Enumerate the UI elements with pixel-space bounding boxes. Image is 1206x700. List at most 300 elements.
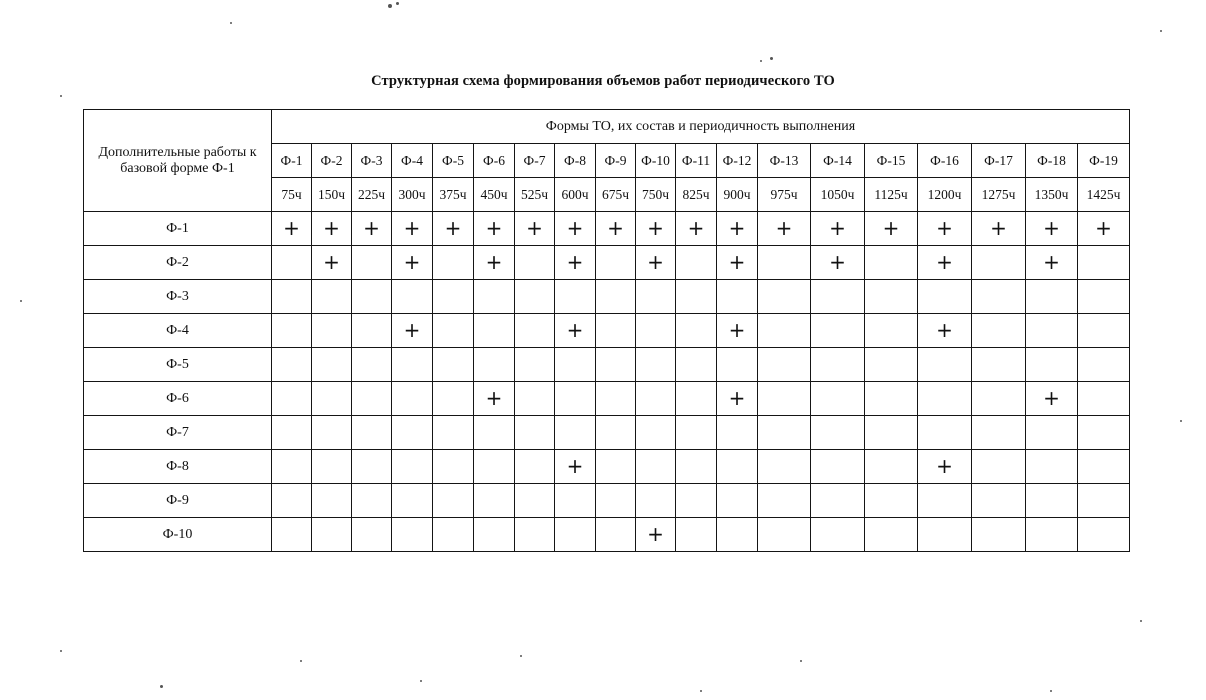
plus-mark-cell xyxy=(918,246,972,280)
plus-mark: + xyxy=(566,249,584,274)
empty-cell xyxy=(636,314,676,348)
row-label: Ф-4 xyxy=(84,314,272,348)
scan-speck xyxy=(60,650,62,652)
empty-cell xyxy=(474,518,515,552)
empty-cell xyxy=(433,518,474,552)
form-column-header: Ф-12 xyxy=(717,144,758,178)
empty-cell xyxy=(865,382,918,416)
empty-cell xyxy=(636,450,676,484)
empty-cell xyxy=(758,246,811,280)
hours-column-header: 150ч xyxy=(312,178,352,212)
empty-cell xyxy=(433,280,474,314)
scan-speck xyxy=(396,2,399,5)
plus-mark-cell xyxy=(555,314,596,348)
empty-cell xyxy=(636,280,676,314)
empty-cell xyxy=(758,314,811,348)
hours-column-header: 375ч xyxy=(433,178,474,212)
plus-mark-cell xyxy=(636,212,676,246)
plus-mark: + xyxy=(647,249,664,274)
table-row xyxy=(84,280,1130,314)
empty-cell xyxy=(972,518,1026,552)
empty-cell xyxy=(555,348,596,382)
empty-cell xyxy=(1078,518,1130,552)
empty-cell xyxy=(392,518,433,552)
empty-cell xyxy=(865,484,918,518)
plus-mark: + xyxy=(485,385,503,410)
empty-cell xyxy=(474,348,515,382)
empty-cell xyxy=(312,450,352,484)
empty-cell xyxy=(392,348,433,382)
plus-mark: + xyxy=(363,215,380,240)
plus-mark: + xyxy=(728,317,746,342)
empty-cell xyxy=(1078,416,1130,450)
empty-cell xyxy=(392,280,433,314)
scan-speck xyxy=(420,680,422,682)
plus-mark-cell xyxy=(636,518,676,552)
plus-mark-cell xyxy=(918,450,972,484)
empty-cell xyxy=(1026,416,1078,450)
empty-cell xyxy=(811,280,865,314)
plus-mark-cell xyxy=(717,246,758,280)
empty-cell xyxy=(972,450,1026,484)
empty-cell xyxy=(596,518,636,552)
hours-column-header: 600ч xyxy=(555,178,596,212)
row-label: Ф-8 xyxy=(84,450,272,484)
empty-cell xyxy=(515,280,555,314)
plus-mark-cell xyxy=(918,314,972,348)
empty-cell xyxy=(392,416,433,450)
empty-cell xyxy=(474,280,515,314)
plus-mark: + xyxy=(829,215,846,240)
table-row xyxy=(84,382,1130,416)
plus-mark: + xyxy=(485,249,503,274)
table-row xyxy=(84,348,1130,382)
empty-cell xyxy=(515,450,555,484)
empty-cell xyxy=(596,484,636,518)
empty-cell xyxy=(272,348,312,382)
empty-cell xyxy=(352,382,392,416)
table-row xyxy=(84,212,1130,246)
plus-mark: + xyxy=(1043,249,1060,274)
plus-mark-cell xyxy=(433,212,474,246)
empty-cell xyxy=(515,382,555,416)
hours-column-header: 300ч xyxy=(392,178,433,212)
form-column-header: Ф-3 xyxy=(352,144,392,178)
scan-speck xyxy=(20,300,22,302)
hours-column-header: 450ч xyxy=(474,178,515,212)
plus-mark: + xyxy=(687,215,705,240)
scan-speck xyxy=(230,22,232,24)
scan-speck xyxy=(1050,690,1052,692)
empty-cell xyxy=(1026,518,1078,552)
empty-cell xyxy=(811,382,865,416)
empty-cell xyxy=(433,246,474,280)
plus-mark-cell xyxy=(717,382,758,416)
empty-cell xyxy=(596,348,636,382)
scan-speck xyxy=(160,685,163,688)
empty-cell xyxy=(811,518,865,552)
empty-cell xyxy=(636,416,676,450)
empty-cell xyxy=(596,314,636,348)
empty-cell xyxy=(918,348,972,382)
empty-cell xyxy=(312,518,352,552)
empty-cell xyxy=(717,348,758,382)
plus-mark: + xyxy=(647,215,664,240)
empty-cell xyxy=(972,280,1026,314)
empty-cell xyxy=(811,416,865,450)
empty-cell xyxy=(555,280,596,314)
empty-cell xyxy=(717,518,758,552)
empty-cell xyxy=(352,246,392,280)
hours-column-header: 825ч xyxy=(676,178,717,212)
plus-mark: + xyxy=(566,453,584,478)
empty-cell xyxy=(676,484,717,518)
empty-cell xyxy=(758,348,811,382)
empty-cell xyxy=(1026,348,1078,382)
form-column-header: Ф-19 xyxy=(1078,144,1130,178)
scan-speck xyxy=(1160,30,1162,32)
plus-mark: + xyxy=(1043,385,1060,410)
empty-cell xyxy=(392,382,433,416)
table-row xyxy=(84,314,1130,348)
plus-mark: + xyxy=(444,215,462,240)
hours-column-header: 75ч xyxy=(272,178,312,212)
empty-cell xyxy=(596,450,636,484)
empty-cell xyxy=(676,314,717,348)
plus-mark: + xyxy=(403,317,421,342)
plus-mark-cell xyxy=(312,246,352,280)
empty-cell xyxy=(758,518,811,552)
empty-cell xyxy=(272,518,312,552)
empty-cell xyxy=(972,314,1026,348)
empty-cell xyxy=(811,348,865,382)
table-row xyxy=(84,518,1130,552)
form-column-header: Ф-11 xyxy=(676,144,717,178)
plus-mark: + xyxy=(283,215,300,240)
empty-cell xyxy=(392,450,433,484)
plus-mark: + xyxy=(647,521,664,546)
row-label: Ф-5 xyxy=(84,348,272,382)
row-label: Ф-6 xyxy=(84,382,272,416)
plus-mark-cell xyxy=(717,212,758,246)
hours-column-header: 1050ч xyxy=(811,178,865,212)
plus-mark-cell xyxy=(596,212,636,246)
plus-mark: + xyxy=(882,215,900,240)
plus-mark: + xyxy=(936,453,953,478)
empty-cell xyxy=(272,484,312,518)
form-column-header: Ф-2 xyxy=(312,144,352,178)
empty-cell xyxy=(596,246,636,280)
empty-cell xyxy=(1026,314,1078,348)
plus-mark: + xyxy=(936,249,953,274)
empty-cell xyxy=(272,382,312,416)
plus-mark: + xyxy=(1095,215,1112,240)
row-label: Ф-9 xyxy=(84,484,272,518)
plus-mark: + xyxy=(403,249,421,274)
form-column-header: Ф-8 xyxy=(555,144,596,178)
scan-speck xyxy=(770,57,773,60)
plus-mark-cell xyxy=(918,212,972,246)
hours-column-header: 1275ч xyxy=(972,178,1026,212)
empty-cell xyxy=(474,450,515,484)
empty-cell xyxy=(272,416,312,450)
empty-cell xyxy=(352,280,392,314)
plus-mark-cell xyxy=(865,212,918,246)
empty-cell xyxy=(272,314,312,348)
plus-mark-cell xyxy=(1026,246,1078,280)
scan-speck xyxy=(800,660,802,662)
plus-mark-cell xyxy=(555,450,596,484)
hours-column-header: 750ч xyxy=(636,178,676,212)
scan-speck xyxy=(520,655,522,657)
document-title: Структурная схема формирования объемов работ периодического ТО xyxy=(371,73,835,89)
empty-cell xyxy=(865,314,918,348)
empty-cell xyxy=(918,382,972,416)
empty-cell xyxy=(352,484,392,518)
table-row xyxy=(84,450,1130,484)
plus-mark-cell xyxy=(1026,382,1078,416)
empty-cell xyxy=(312,484,352,518)
empty-cell xyxy=(918,280,972,314)
form-column-header: Ф-5 xyxy=(433,144,474,178)
empty-cell xyxy=(352,416,392,450)
empty-cell xyxy=(865,450,918,484)
empty-cell xyxy=(433,450,474,484)
empty-cell xyxy=(676,382,717,416)
table-row xyxy=(84,484,1130,518)
plus-mark-cell xyxy=(1078,212,1130,246)
empty-cell xyxy=(972,416,1026,450)
hours-column-header: 975ч xyxy=(758,178,811,212)
empty-cell xyxy=(352,348,392,382)
plus-mark: + xyxy=(1043,215,1060,240)
corner-header: Дополнительные работы к базовой форме Ф-1 xyxy=(84,110,272,212)
empty-cell xyxy=(1078,382,1130,416)
plus-mark-cell xyxy=(717,314,758,348)
table-row xyxy=(84,416,1130,450)
scan-speck xyxy=(1140,620,1142,622)
empty-cell xyxy=(312,348,352,382)
empty-cell xyxy=(555,484,596,518)
empty-cell xyxy=(272,450,312,484)
empty-cell xyxy=(865,348,918,382)
form-column-header: Ф-13 xyxy=(758,144,811,178)
empty-cell xyxy=(433,348,474,382)
plus-mark-cell xyxy=(555,212,596,246)
scan-speck xyxy=(300,660,302,662)
plus-mark-cell xyxy=(352,212,392,246)
empty-cell xyxy=(312,382,352,416)
empty-cell xyxy=(758,450,811,484)
empty-cell xyxy=(972,484,1026,518)
hours-column-header: 225ч xyxy=(352,178,392,212)
plus-mark: + xyxy=(323,249,340,274)
plus-mark-cell xyxy=(758,212,811,246)
empty-cell xyxy=(972,348,1026,382)
plus-mark-cell xyxy=(392,212,433,246)
empty-cell xyxy=(433,314,474,348)
plus-mark: + xyxy=(728,385,746,410)
plus-mark-cell xyxy=(474,212,515,246)
plus-mark: + xyxy=(566,317,584,342)
plus-mark: + xyxy=(829,249,846,274)
empty-cell xyxy=(596,382,636,416)
empty-cell xyxy=(515,484,555,518)
empty-cell xyxy=(1078,484,1130,518)
empty-cell xyxy=(676,416,717,450)
empty-cell xyxy=(433,382,474,416)
empty-cell xyxy=(474,314,515,348)
empty-cell xyxy=(758,280,811,314)
empty-cell xyxy=(758,416,811,450)
plus-mark-cell xyxy=(1026,212,1078,246)
empty-cell xyxy=(1078,450,1130,484)
empty-cell xyxy=(811,314,865,348)
plus-mark: + xyxy=(323,215,340,240)
scan-speck xyxy=(388,4,392,8)
empty-cell xyxy=(312,280,352,314)
empty-cell xyxy=(918,518,972,552)
empty-cell xyxy=(312,416,352,450)
hours-column-header: 675ч xyxy=(596,178,636,212)
empty-cell xyxy=(676,450,717,484)
empty-cell xyxy=(352,314,392,348)
empty-cell xyxy=(1078,246,1130,280)
empty-cell xyxy=(515,518,555,552)
plus-mark: + xyxy=(990,215,1007,240)
plus-mark: + xyxy=(936,317,953,342)
empty-cell xyxy=(352,450,392,484)
empty-cell xyxy=(717,416,758,450)
form-column-header: Ф-17 xyxy=(972,144,1026,178)
empty-cell xyxy=(717,484,758,518)
form-column-header: Ф-4 xyxy=(392,144,433,178)
form-column-header: Ф-14 xyxy=(811,144,865,178)
empty-cell xyxy=(1078,314,1130,348)
empty-cell xyxy=(312,314,352,348)
empty-cell xyxy=(515,246,555,280)
empty-cell xyxy=(515,416,555,450)
plus-mark: + xyxy=(607,215,624,240)
form-column-header: Ф-6 xyxy=(474,144,515,178)
empty-cell xyxy=(676,246,717,280)
form-column-header: Ф-9 xyxy=(596,144,636,178)
empty-cell xyxy=(433,416,474,450)
hours-column-header: 1125ч xyxy=(865,178,918,212)
empty-cell xyxy=(972,382,1026,416)
empty-cell xyxy=(596,416,636,450)
form-column-header: Ф-1 xyxy=(272,144,312,178)
plus-mark-cell xyxy=(811,212,865,246)
plus-mark-cell xyxy=(474,382,515,416)
empty-cell xyxy=(515,314,555,348)
plus-mark-cell xyxy=(636,246,676,280)
empty-cell xyxy=(515,348,555,382)
plus-mark-cell xyxy=(392,246,433,280)
plus-mark-cell xyxy=(392,314,433,348)
maintenance-schema-table xyxy=(83,109,1130,552)
form-column-header: Ф-18 xyxy=(1026,144,1078,178)
empty-cell xyxy=(811,450,865,484)
forms-group-header: Формы ТО, их состав и периодичность выполнения xyxy=(272,110,1130,144)
empty-cell xyxy=(972,246,1026,280)
empty-cell xyxy=(676,518,717,552)
form-column-header: Ф-15 xyxy=(865,144,918,178)
empty-cell xyxy=(474,416,515,450)
form-column-header: Ф-10 xyxy=(636,144,676,178)
empty-cell xyxy=(676,348,717,382)
empty-cell xyxy=(555,382,596,416)
empty-cell xyxy=(272,280,312,314)
row-label: Ф-10 xyxy=(84,518,272,552)
row-label: Ф-3 xyxy=(84,280,272,314)
empty-cell xyxy=(918,484,972,518)
row-label: Ф-1 xyxy=(84,212,272,246)
empty-cell xyxy=(865,280,918,314)
plus-mark: + xyxy=(403,215,421,240)
form-column-header: Ф-7 xyxy=(515,144,555,178)
plus-mark-cell xyxy=(474,246,515,280)
empty-cell xyxy=(392,484,433,518)
empty-cell xyxy=(717,450,758,484)
empty-cell xyxy=(865,518,918,552)
hours-column-header: 1425ч xyxy=(1078,178,1130,212)
empty-cell xyxy=(474,484,515,518)
empty-cell xyxy=(811,484,865,518)
scan-speck xyxy=(760,60,762,62)
scan-speck xyxy=(700,690,702,692)
empty-cell xyxy=(1026,450,1078,484)
hours-column-header: 900ч xyxy=(717,178,758,212)
plus-mark: + xyxy=(936,215,953,240)
empty-cell xyxy=(636,382,676,416)
empty-cell xyxy=(758,484,811,518)
empty-cell xyxy=(555,518,596,552)
empty-cell xyxy=(865,416,918,450)
plus-mark: + xyxy=(728,249,746,274)
empty-cell xyxy=(1078,348,1130,382)
empty-cell xyxy=(1026,280,1078,314)
scan-speck xyxy=(1180,420,1182,422)
plus-mark: + xyxy=(485,215,503,240)
empty-cell xyxy=(352,518,392,552)
row-label: Ф-2 xyxy=(84,246,272,280)
empty-cell xyxy=(555,416,596,450)
empty-cell xyxy=(1026,484,1078,518)
empty-cell xyxy=(636,348,676,382)
plus-mark: + xyxy=(526,215,543,240)
table-row xyxy=(84,246,1130,280)
plus-mark-cell xyxy=(811,246,865,280)
form-column-header: Ф-16 xyxy=(918,144,972,178)
empty-cell xyxy=(676,280,717,314)
plus-mark-cell xyxy=(555,246,596,280)
plus-mark-cell xyxy=(515,212,555,246)
scan-speck xyxy=(60,95,62,97)
empty-cell xyxy=(918,416,972,450)
hours-column-header: 525ч xyxy=(515,178,555,212)
empty-cell xyxy=(717,280,758,314)
hours-column-header: 1350ч xyxy=(1026,178,1078,212)
empty-cell xyxy=(758,382,811,416)
empty-cell xyxy=(865,246,918,280)
empty-cell xyxy=(272,246,312,280)
empty-cell xyxy=(636,484,676,518)
plus-mark-cell xyxy=(676,212,717,246)
row-label: Ф-7 xyxy=(84,416,272,450)
plus-mark-cell xyxy=(312,212,352,246)
plus-mark-cell xyxy=(972,212,1026,246)
